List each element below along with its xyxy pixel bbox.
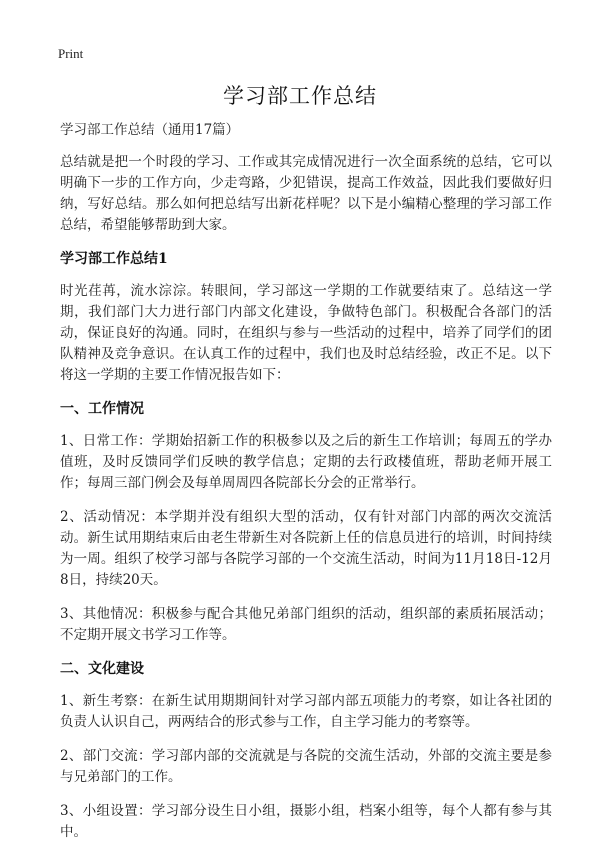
document-subtitle: 学习部工作总结（通用17篇） (60, 122, 240, 138)
article-intro-paragraph: 时光荏苒，流水淙淙。转眼间，学习部这一学期的工作就要结束了。总结这一学期，我们部门大力进行部门内部文化建设，争做特色部门。积极配合各部门的活动，保证良好的沟通。同时，在组织与参与一些活动的过程中，培养了同学们的团队精神及竞争意识。在认真工作的过程中，我们也及时总结经验，改正不足。以下将这一学期的主要工作情况报告如下： (60, 283, 552, 383)
page-title: 学习部工作总结 (223, 84, 377, 108)
article-heading: 学习部工作总结1 (60, 251, 168, 267)
work-item-activities: 2、活动情况：本学期并没有组织大型的活动，仅有针对部门内部的两次交流活动。新生试用期结束后由老生带新生对各院新上任的信息员进行的培训，时间持续为一周。组织了校学习部与各院学习部的一个交流生活动，时间为11月18日-12月8日，持续20天。 (60, 509, 552, 588)
culture-item-groups: 3、小组设置：学习部分设生日小组，摄影小组，档案小组等，每个人都有参与其中。 (60, 803, 552, 840)
culture-item-exchange: 2、部门交流：学习部内部的交流就是与各院的交流生活动，外部的交流主要是参与兄弟部门的工作。 (60, 748, 552, 785)
document-body (60, 120, 552, 856)
work-item-daily: 1、日常工作：学期始招新工作的积极参以及之后的新生工作培训；每周五的学办值班，及时反馈同学们反映的教学信息；定期的去行政楼值班，帮助老师开展工作；每周三部门例会及每单周周四各院部长分会的正常举行。 (60, 433, 552, 491)
section-heading-work: 一、工作情况 (60, 401, 144, 417)
culture-item-newcomer: 1、新生考察：在新生试用期期间针对学习部内部五项能力的考察，如让各社团的负责人认识自己，两两结合的形式参与工作，自主学习能力的考察等。 (60, 693, 552, 730)
intro-paragraph: 总结就是把一个时段的学习、工作或其完成情况进行一次全面系统的总结，它可以明确下一步的工作方向，少走弯路，少犯错误，提高工作效益，因此我们要做好归纳，写好总结。那么如何把总结写出新花样呢？以下是小编精心整理的学习部工作总结，希望能够帮助到大家。 (60, 154, 552, 233)
work-item-other: 3、其他情况：积极参与配合其他兄弟部门组织的活动，组织部的素质拓展活动；不定期开展文书学习工作等。 (60, 606, 552, 643)
section-heading-culture: 二、文化建设 (60, 661, 144, 677)
print-link[interactable]: Print (58, 46, 84, 61)
